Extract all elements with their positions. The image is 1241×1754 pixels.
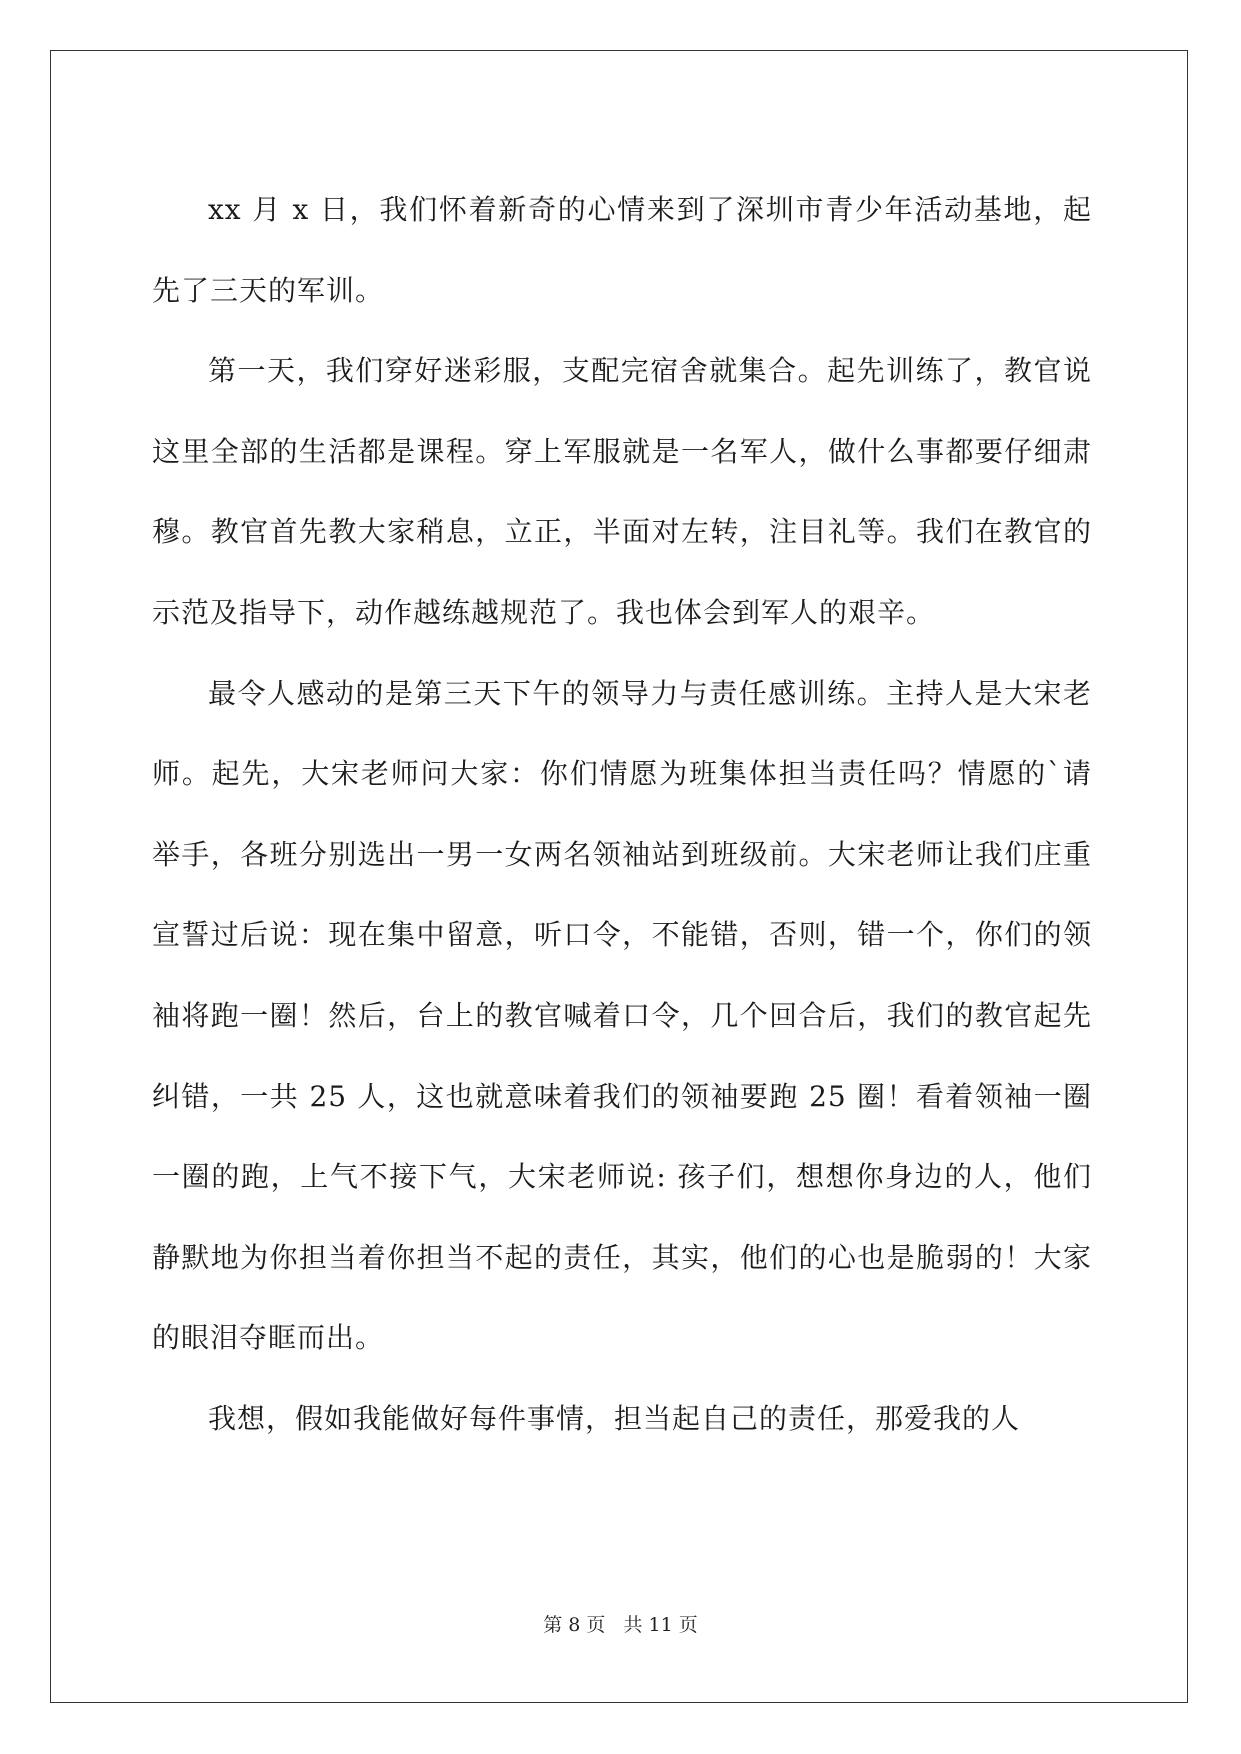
page-footer <box>0 1610 1241 1637</box>
page-total: 共 11 页 <box>623 1614 698 1636</box>
paragraph-2: 第一天，我们穿好迷彩服，支配完宿舍就集合。起先训练了，教官说这里全部的生活都是课程。穿上军服就是一名军人，做什么事都要仔细肃穆。教官首先教大家稍息，立正，半面对左转，注目礼等。我们在教官的示范及指导下，动作越练越规范了。我也体会到军人的艰辛。 <box>152 354 1092 629</box>
paragraph-4: 我想，假如我能做好每件事情，担当起自己的责任，那爱我的人 <box>208 1401 1021 1435</box>
paragraph-1: xx 月 x 日，我们怀着新奇的心情来到了深圳市青少年活动基地，起先了三天的军训。 <box>152 193 1092 307</box>
document-body <box>152 170 1092 1460</box>
page-number: 第 8 页 <box>543 1614 606 1636</box>
paragraph-3: 最令人感动的是第三天下午的领导力与责任感训练。主持人是大宋老师。起先，大宋老师问大家：你们情愿为班集体担当责任吗？情愿的`请举手，各班分别选出一男一女两名领袖站到班级前。大宋老师让我们庄重宣誓过后说：现在集中留意，听口令，不能错，否则，错一个，你们的领袖将跑一圈！然后，台上的教官喊着口令，几个回合后，我们的教官起先纠错，一共 25 人，这也就意味着我们的领袖要跑 25 圈！看着领袖一圈一圈的跑，上气不接下气，大宋老师说: 孩子们，想想你身边的人，他们静默地为你担当着你担当不起的责任，其实，他们的心也是脆弱的！大家的眼泪夺眶而出。 <box>152 676 1092 1355</box>
